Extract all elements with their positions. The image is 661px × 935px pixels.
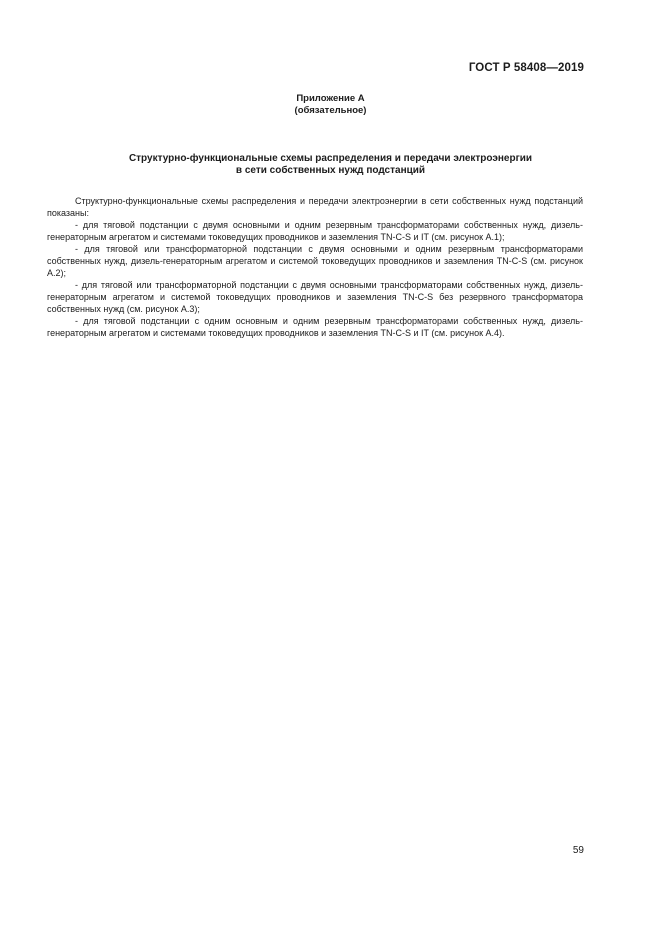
intro-paragraph: Структурно-функциональные схемы распределения и передачи электроэнергии в сети собственных нужд подстанций показаны: bbox=[47, 196, 583, 218]
list-item: - для тяговой или трансформаторной подстанции с двумя основными трансформаторами собственных нужд, дизель-генераторным агрегатом и системой токоведущих проводников и заземления TN-C-S без резервного трансформатора собственных нужд (см. рисунок А.3); bbox=[47, 280, 583, 314]
list-item: - для тяговой или трансформаторной подстанции с двумя основными и одним резервным трансформаторами собственных нужд, дизель-генераторным агрегатом и системой токоведущих проводников и заземления TN-C-S (см. рисунок А.2); bbox=[47, 244, 583, 278]
section-heading-line-1: Структурно-функциональные схемы распределения и передачи электроэнергии bbox=[128, 153, 533, 164]
body-text bbox=[47, 195, 583, 339]
annex-title: Приложение А bbox=[296, 93, 365, 104]
section-heading bbox=[60, 153, 601, 177]
page-number: 59 bbox=[572, 845, 584, 856]
list-item: - для тяговой подстанции с одним основным и одним резервным трансформаторами собственных нужд, дизель-генераторным агрегатом и системами токоведущих проводников и заземления TN-C-S и IT (см. рисунок А.4). bbox=[47, 316, 583, 338]
annex-status: (обязательное) bbox=[294, 105, 367, 116]
section-heading-line-2: в сети собственных нужд подстанций bbox=[235, 165, 426, 176]
annex-block bbox=[0, 93, 661, 117]
standard-code: ГОСТ Р 58408—2019 bbox=[468, 62, 584, 74]
list-item: - для тяговой подстанции с двумя основными и одним резервным трансформаторами собственных нужд, дизель-генераторным агрегатом и системами токоведущих проводников и заземления TN-C-S и IT (см. рисунок А.1); bbox=[47, 220, 583, 242]
